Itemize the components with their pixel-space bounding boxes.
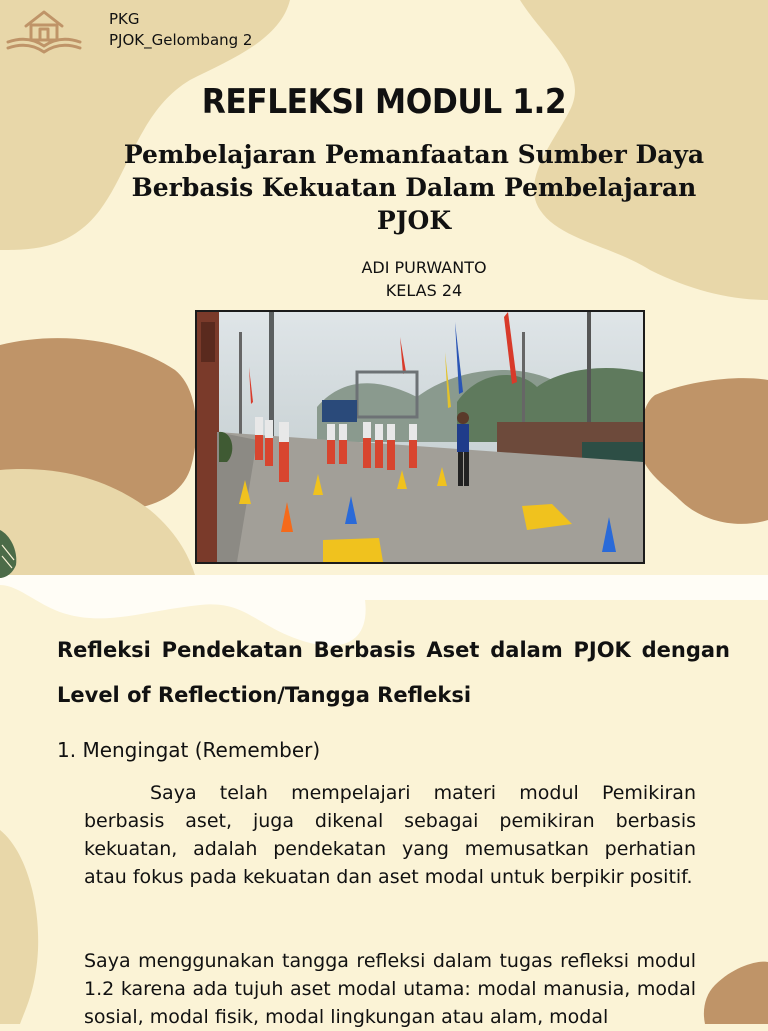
org-line-1: PKG	[109, 10, 140, 28]
author-name: ADI PURWANTO	[361, 258, 487, 277]
page-title: REFLEKSI MODUL 1.2	[201, 82, 567, 122]
organization-label	[109, 9, 252, 51]
page-subtitle: Pembelajaran Pemanfaatan Sumber Daya Berbasis Kekuatan Dalam Pembelajaran PJOK	[123, 140, 705, 235]
author-block	[0, 256, 768, 302]
brown-right-blob	[640, 378, 768, 524]
paragraph-2: Saya menggunakan tangga refleksi dalam tugas refleksi modul 1.2 karena ada tujuh aset modal utama: modal manusia, modal sosial, modal fisik, modal lingkungan atau alam, modal	[84, 950, 696, 1028]
section-heading: Refleksi Pendekatan Berbasis Aset dalam PJOK dengan Level of Reflection/Tangga Refleksi	[57, 638, 730, 707]
bottom-left-blob	[0, 830, 38, 1024]
author-class: KELAS 24	[385, 281, 463, 300]
paragraph-1: Saya telah mempelajari materi modul Pemikiran berbasis aset, juga dikenal sebagai pemikiran berbasis kekuatan, adalah pendekatan yang memusatkan perhatian atau fokus pada kekuatan dan aset modal untuk berpikir positif.	[84, 782, 696, 888]
school-logo-icon	[4, 6, 84, 56]
org-line-2: PJOK_Gelombang 2	[109, 31, 253, 49]
item-heading-remember: 1. Mengingat (Remember)	[57, 738, 321, 762]
school-field-photo	[195, 310, 645, 564]
bottom-right-blob	[704, 962, 768, 1024]
